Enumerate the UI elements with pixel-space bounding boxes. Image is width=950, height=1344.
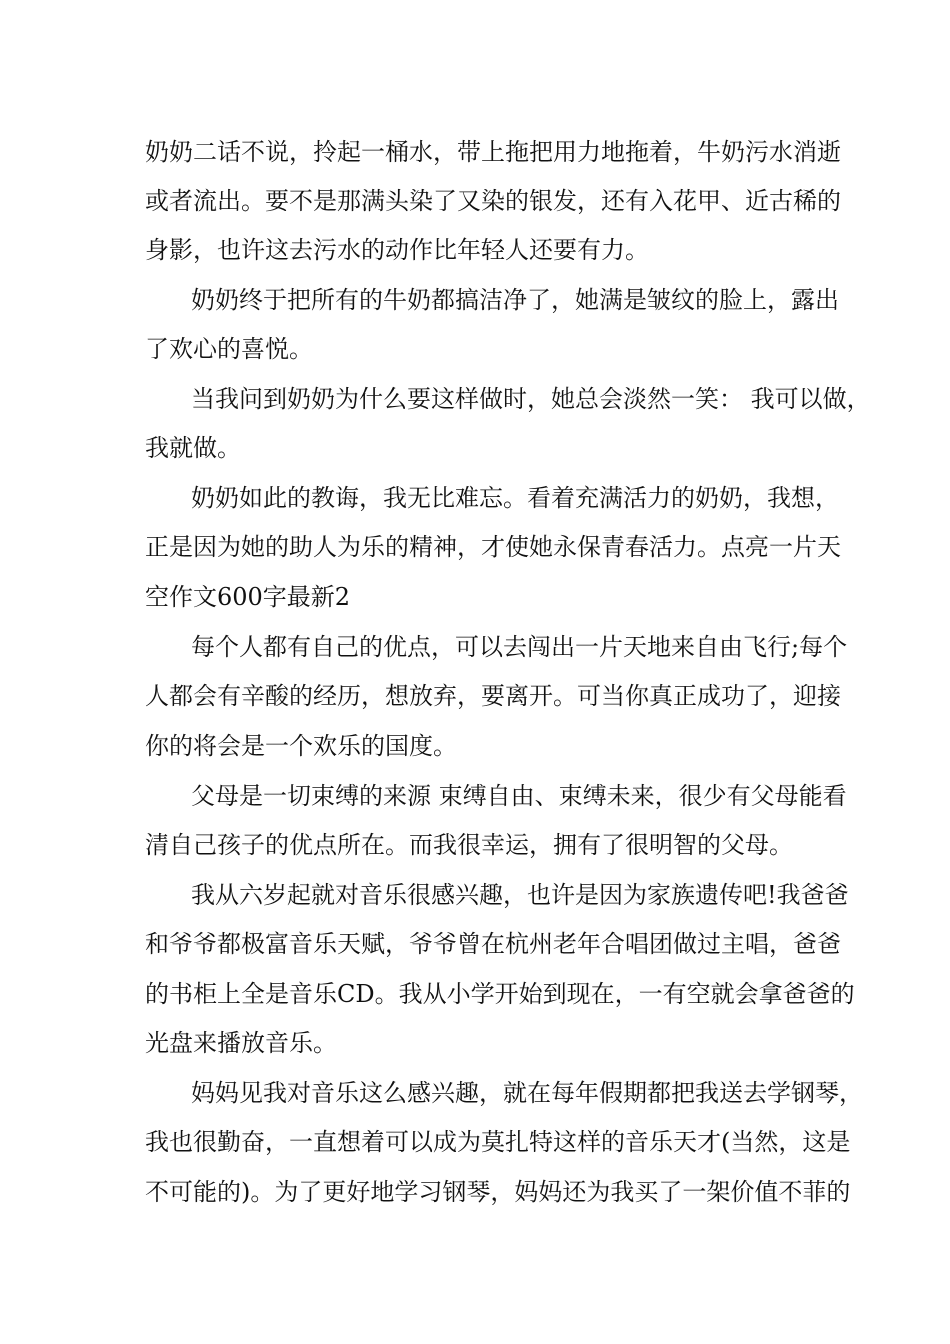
text-line: 奶奶终于把所有的牛奶都搞洁净了，她满是皱纹的脸上，露出	[191, 286, 839, 314]
text-line: 正是因为她的助人为乐的精神，才使她永保青春活力。点亮一片天	[145, 533, 841, 561]
text-line: 或者流出。要不是那满头染了又染的银发，还有入花甲、近古稀的	[145, 187, 841, 215]
text-line: 父母是一切束缚的来源 束缚自由、束缚未来，很少有父母能看	[191, 782, 847, 810]
text-line: 不可能的)。为了更好地学习钢琴，妈妈还为我买了一架价值不菲的	[145, 1178, 851, 1206]
text-line: 空作文600字最新2	[145, 583, 351, 611]
text-line: 我从六岁起就对音乐很感兴趣，也许是因为家族遗传吧!我爸爸	[191, 881, 849, 909]
text-line: 了欢心的喜悦。	[145, 335, 313, 363]
text-line: 人都会有辛酸的经历，想放弃，要离开。可当你真正成功了，迎接	[145, 682, 841, 710]
text-line: 的书柜上全是音乐CD。我从小学开始到现在，一有空就会拿爸爸的	[145, 980, 855, 1008]
text-line: 我就做。	[145, 434, 241, 462]
text-line: 奶奶如此的教诲，我无比难忘。看着充满活力的奶奶，我想，	[191, 484, 839, 512]
text-line: 奶奶二话不说，拎起一桶水，带上拖把用力地拖着，牛奶污水消逝	[145, 138, 841, 166]
text-line: 妈妈见我对音乐这么感兴趣，就在每年假期都把我送去学钢琴，	[191, 1079, 863, 1107]
text-line: 每个人都有自己的优点，可以去闯出一片天地来自由飞行;每个	[191, 633, 848, 661]
text-line: 你的将会是一个欢乐的国度。	[145, 732, 457, 760]
text-line: 清自己孩子的优点所在。而我很幸运，拥有了很明智的父母。	[145, 831, 793, 859]
text-line: 和爷爷都极富音乐天赋，爷爷曾在杭州老年合唱团做过主唱，爸爸	[145, 930, 841, 958]
text-line: 光盘来播放音乐。	[145, 1029, 337, 1057]
text-line: 当我问到奶奶为什么要这样做时，她总会淡然一笑： 我可以做，	[191, 385, 871, 413]
text-line: 身影，也许这去污水的动作比年轻人还要有力。	[145, 236, 649, 264]
text-line: 我也很勤奋，一直想着可以成为莫扎特这样的音乐天才(当然，这是	[145, 1128, 851, 1156]
